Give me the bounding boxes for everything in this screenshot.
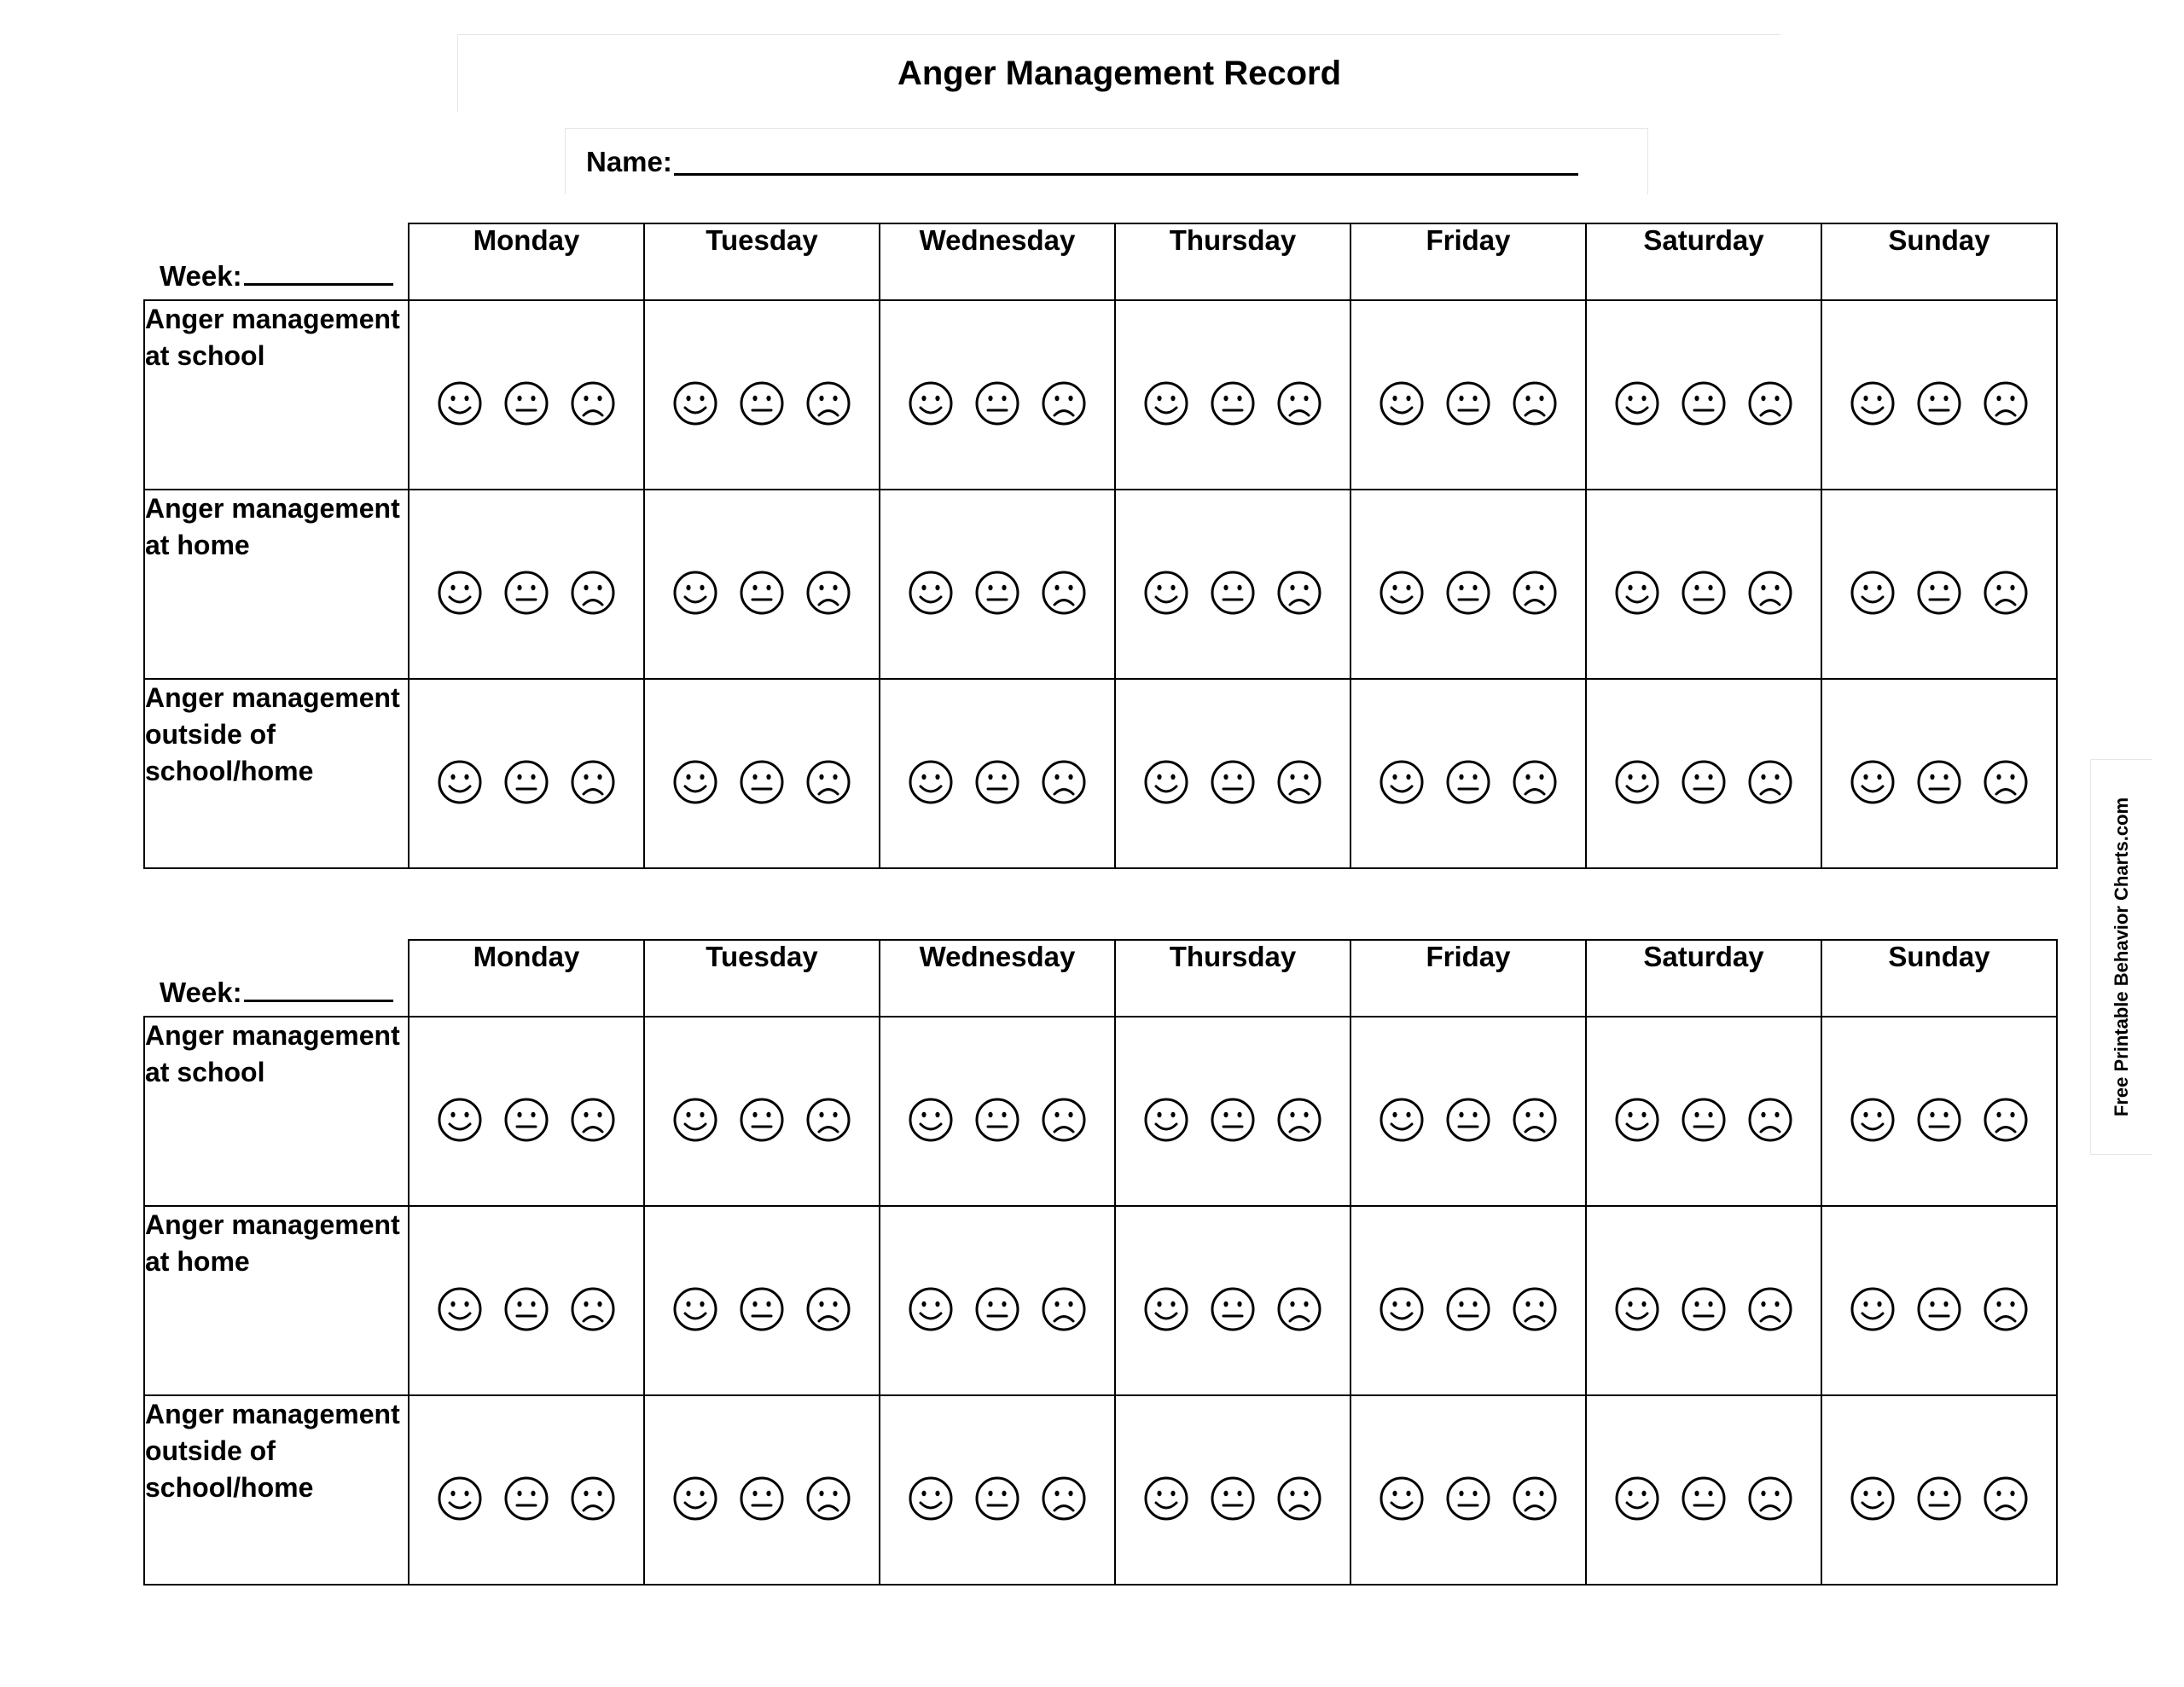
frown-face-icon[interactable] (1512, 570, 1558, 616)
frown-face-icon[interactable] (1512, 1475, 1558, 1522)
neutral-face-icon[interactable] (1445, 1097, 1491, 1143)
neutral-face-icon[interactable] (1681, 759, 1727, 805)
frown-face-icon[interactable] (1041, 759, 1087, 805)
rating-cell-thursday (1115, 1017, 1350, 1206)
face-options (1116, 1286, 1350, 1332)
smile-face-icon[interactable] (1379, 380, 1425, 426)
rating-cell-wednesday (880, 490, 1115, 679)
rating-cell-thursday (1115, 1206, 1350, 1395)
neutral-face-icon[interactable] (503, 1286, 549, 1332)
smile-face-icon[interactable] (1379, 570, 1425, 616)
frown-face-icon[interactable] (1276, 380, 1322, 426)
rating-cell-monday (409, 1017, 644, 1206)
rating-cell-saturday (1586, 490, 1821, 679)
side-watermark-text: Free Printable Behavior Charts.com (2111, 797, 2132, 1117)
face-options (410, 570, 643, 616)
neutral-face-icon[interactable] (974, 570, 1020, 616)
neutral-face-icon[interactable] (1681, 570, 1727, 616)
record-grid (143, 939, 2058, 1586)
neutral-face-icon[interactable] (1916, 1097, 1962, 1143)
face-options (1587, 1097, 1821, 1143)
face-options (1116, 1475, 1350, 1522)
smile-face-icon[interactable] (908, 1286, 954, 1332)
face-options (645, 1286, 879, 1332)
neutral-face-icon[interactable] (1210, 1475, 1256, 1522)
rating-cell-tuesday (644, 490, 880, 679)
neutral-face-icon[interactable] (1210, 1286, 1256, 1332)
week-table-2 (143, 939, 2056, 1586)
smile-face-icon[interactable] (1379, 1475, 1425, 1522)
smile-face-icon[interactable] (1850, 1097, 1896, 1143)
frown-face-icon[interactable] (805, 570, 851, 616)
face-options (1587, 759, 1821, 805)
table-row (144, 679, 2057, 868)
table-row (144, 1395, 2057, 1585)
frown-face-icon[interactable] (570, 1097, 616, 1143)
rating-cell-monday (409, 1206, 644, 1395)
smile-face-icon[interactable] (437, 1097, 483, 1143)
face-options (1351, 759, 1585, 805)
neutral-face-icon[interactable] (974, 1097, 1020, 1143)
neutral-face-icon[interactable] (1210, 380, 1256, 426)
neutral-face-icon[interactable] (1916, 1475, 1962, 1522)
neutral-face-icon[interactable] (1916, 759, 1962, 805)
rating-cell-wednesday (880, 1395, 1115, 1585)
neutral-face-icon[interactable] (1445, 1286, 1491, 1332)
frown-face-icon[interactable] (1983, 380, 2029, 426)
rating-cell-monday (409, 490, 644, 679)
frown-face-icon[interactable] (1276, 759, 1322, 805)
smile-face-icon[interactable] (1850, 570, 1896, 616)
rating-cell-tuesday (644, 1017, 880, 1206)
day-header-thursday: Thursday (1115, 223, 1350, 300)
rating-cell-friday (1350, 1395, 1586, 1585)
neutral-face-icon[interactable] (1681, 1475, 1727, 1522)
frown-face-icon[interactable] (1276, 570, 1322, 616)
smile-face-icon[interactable] (1850, 759, 1896, 805)
neutral-face-icon[interactable] (1916, 1286, 1962, 1332)
face-options (1351, 570, 1585, 616)
smile-face-icon[interactable] (1379, 759, 1425, 805)
smile-face-icon[interactable] (1143, 380, 1189, 426)
neutral-face-icon[interactable] (739, 380, 785, 426)
smile-face-icon[interactable] (1143, 570, 1189, 616)
week-header-cell (144, 940, 409, 1017)
smile-face-icon[interactable] (1614, 759, 1660, 805)
neutral-face-icon[interactable] (503, 1097, 549, 1143)
face-options (410, 380, 643, 426)
face-options (1822, 380, 2056, 426)
smile-face-icon[interactable] (1143, 1097, 1189, 1143)
day-header-friday: Friday (1350, 940, 1586, 1017)
frown-face-icon[interactable] (1041, 380, 1087, 426)
neutral-face-icon[interactable] (974, 380, 1020, 426)
smile-face-icon[interactable] (908, 759, 954, 805)
day-header-saturday: Saturday (1586, 223, 1821, 300)
rating-cell-saturday (1586, 1017, 1821, 1206)
face-options (410, 1475, 643, 1522)
face-options (1587, 1286, 1821, 1332)
face-options (1116, 570, 1350, 616)
smile-face-icon[interactable] (672, 1475, 718, 1522)
rating-cell-monday (409, 1395, 644, 1585)
frown-face-icon[interactable] (1983, 1097, 2029, 1143)
frown-face-icon[interactable] (570, 1475, 616, 1522)
rating-cell-friday (1350, 679, 1586, 868)
rating-cell-friday (1350, 1017, 1586, 1206)
frown-face-icon[interactable] (1983, 1475, 2029, 1522)
rating-cell-sunday (1821, 300, 2057, 490)
row-label: Anger management at home (144, 490, 409, 679)
frown-face-icon[interactable] (1747, 570, 1793, 616)
frown-face-icon[interactable] (1276, 1286, 1322, 1332)
neutral-face-icon[interactable] (739, 1286, 785, 1332)
smile-face-icon[interactable] (1850, 1286, 1896, 1332)
smile-face-icon[interactable] (1379, 1286, 1425, 1332)
smile-face-icon[interactable] (1614, 1286, 1660, 1332)
rating-cell-tuesday (644, 679, 880, 868)
week-label (160, 977, 393, 1009)
neutral-face-icon[interactable] (1681, 380, 1727, 426)
frown-face-icon[interactable] (805, 759, 851, 805)
rating-cell-saturday (1586, 1206, 1821, 1395)
rating-cell-friday (1350, 1206, 1586, 1395)
frown-face-icon[interactable] (1512, 759, 1558, 805)
face-options (1822, 1097, 2056, 1143)
week-label-text: Week: (160, 260, 242, 292)
rating-cell-friday (1350, 490, 1586, 679)
rating-cell-saturday (1586, 300, 1821, 490)
rating-cell-monday (409, 679, 644, 868)
day-header-friday: Friday (1350, 223, 1586, 300)
rating-cell-tuesday (644, 1206, 880, 1395)
smile-face-icon[interactable] (672, 570, 718, 616)
rating-cell-sunday (1821, 1017, 2057, 1206)
frown-face-icon[interactable] (570, 570, 616, 616)
frown-face-icon[interactable] (1041, 570, 1087, 616)
neutral-face-icon[interactable] (974, 1286, 1020, 1332)
frown-face-icon[interactable] (1747, 1097, 1793, 1143)
row-label: Anger management at school (144, 1017, 409, 1206)
page-title: Anger Management Record (457, 34, 1780, 112)
rating-cell-sunday (1821, 679, 2057, 868)
neutral-face-icon[interactable] (1916, 380, 1962, 426)
face-options (645, 380, 879, 426)
neutral-face-icon[interactable] (1681, 1286, 1727, 1332)
rating-cell-sunday (1821, 1395, 2057, 1585)
rating-cell-saturday (1586, 679, 1821, 868)
table-row (144, 300, 2057, 490)
smile-face-icon[interactable] (908, 570, 954, 616)
neutral-face-icon[interactable] (1916, 570, 1962, 616)
frown-face-icon[interactable] (1983, 759, 2029, 805)
day-header-sunday: Sunday (1821, 223, 2057, 300)
frown-face-icon[interactable] (570, 1286, 616, 1332)
smile-face-icon[interactable] (908, 1097, 954, 1143)
face-options (1822, 570, 2056, 616)
frown-face-icon[interactable] (570, 380, 616, 426)
row-label: Anger management outside of school/home (144, 1395, 409, 1585)
frown-face-icon[interactable] (805, 380, 851, 426)
face-options (1351, 1286, 1585, 1332)
smile-face-icon[interactable] (437, 759, 483, 805)
day-header-monday: Monday (409, 223, 644, 300)
frown-face-icon[interactable] (1512, 380, 1558, 426)
smile-face-icon[interactable] (908, 1475, 954, 1522)
smile-face-icon[interactable] (1143, 1475, 1189, 1522)
frown-face-icon[interactable] (1747, 380, 1793, 426)
rating-cell-wednesday (880, 1017, 1115, 1206)
face-options (880, 1097, 1114, 1143)
neutral-face-icon[interactable] (974, 1475, 1020, 1522)
neutral-face-icon[interactable] (1210, 570, 1256, 616)
rating-cell-sunday (1821, 490, 2057, 679)
rating-cell-saturday (1586, 1395, 1821, 1585)
rating-cell-friday (1350, 300, 1586, 490)
frown-face-icon[interactable] (1747, 1475, 1793, 1522)
neutral-face-icon[interactable] (1445, 1475, 1491, 1522)
frown-face-icon[interactable] (1747, 759, 1793, 805)
face-options (645, 1097, 879, 1143)
neutral-face-icon[interactable] (1445, 570, 1491, 616)
row-label: Anger management at home (144, 1206, 409, 1395)
rating-cell-monday (409, 300, 644, 490)
rating-cell-wednesday (880, 300, 1115, 490)
neutral-face-icon[interactable] (974, 759, 1020, 805)
week-header-cell (144, 223, 409, 300)
neutral-face-icon[interactable] (1445, 380, 1491, 426)
frown-face-icon[interactable] (805, 1286, 851, 1332)
neutral-face-icon[interactable] (1681, 1097, 1727, 1143)
week-label (160, 260, 393, 293)
neutral-face-icon[interactable] (503, 759, 549, 805)
smile-face-icon[interactable] (1143, 759, 1189, 805)
frown-face-icon[interactable] (1983, 1286, 2029, 1332)
smile-face-icon[interactable] (1850, 1475, 1896, 1522)
face-options (1822, 1286, 2056, 1332)
smile-face-icon[interactable] (1614, 1475, 1660, 1522)
day-header-tuesday: Tuesday (644, 940, 880, 1017)
smile-face-icon[interactable] (437, 1286, 483, 1332)
frown-face-icon[interactable] (1041, 1286, 1087, 1332)
side-watermark (2090, 759, 2152, 1155)
face-options (1351, 1097, 1585, 1143)
smile-face-icon[interactable] (1850, 380, 1896, 426)
frown-face-icon[interactable] (1512, 1097, 1558, 1143)
face-options (645, 759, 879, 805)
day-header-saturday: Saturday (1586, 940, 1821, 1017)
day-header-tuesday: Tuesday (644, 223, 880, 300)
day-header-sunday: Sunday (1821, 940, 2057, 1017)
frown-face-icon[interactable] (1512, 1286, 1558, 1332)
smile-face-icon[interactable] (1614, 1097, 1660, 1143)
week-write-line[interactable] (244, 977, 393, 1002)
face-options (645, 570, 879, 616)
record-grid (143, 223, 2058, 869)
face-options (880, 1475, 1114, 1522)
smile-face-icon[interactable] (1143, 1286, 1189, 1332)
face-options (410, 1097, 643, 1143)
face-options (410, 1286, 643, 1332)
day-header-monday: Monday (409, 940, 644, 1017)
face-options (1587, 380, 1821, 426)
rating-cell-wednesday (880, 1206, 1115, 1395)
table-row (144, 1206, 2057, 1395)
face-options (1822, 1475, 2056, 1522)
smile-face-icon[interactable] (437, 1475, 483, 1522)
rating-cell-sunday (1821, 1206, 2057, 1395)
frown-face-icon[interactable] (1747, 1286, 1793, 1332)
rating-cell-thursday (1115, 300, 1350, 490)
name-write-line[interactable] (674, 148, 1578, 176)
row-label: Anger management outside of school/home (144, 679, 409, 868)
face-options (880, 759, 1114, 805)
frown-face-icon[interactable] (805, 1097, 851, 1143)
rating-cell-tuesday (644, 1395, 880, 1585)
table-row (144, 490, 2057, 679)
neutral-face-icon[interactable] (503, 1475, 549, 1522)
face-options (410, 759, 643, 805)
name-label: Name: (586, 145, 672, 177)
name-field (565, 128, 1648, 194)
face-options (1116, 1097, 1350, 1143)
smile-face-icon[interactable] (672, 1097, 718, 1143)
face-options (1116, 759, 1350, 805)
frown-face-icon[interactable] (805, 1475, 851, 1522)
frown-face-icon[interactable] (1276, 1475, 1322, 1522)
week-table-1 (143, 223, 2056, 869)
week-write-line[interactable] (244, 261, 393, 286)
row-label: Anger management at school (144, 300, 409, 490)
face-options (1587, 570, 1821, 616)
face-options (880, 1286, 1114, 1332)
rating-cell-thursday (1115, 490, 1350, 679)
neutral-face-icon[interactable] (503, 380, 549, 426)
neutral-face-icon[interactable] (1210, 1097, 1256, 1143)
frown-face-icon[interactable] (1041, 1475, 1087, 1522)
face-options (880, 570, 1114, 616)
day-header-thursday: Thursday (1115, 940, 1350, 1017)
rating-cell-tuesday (644, 300, 880, 490)
rating-cell-wednesday (880, 679, 1115, 868)
face-options (1587, 1475, 1821, 1522)
smile-face-icon[interactable] (1379, 1097, 1425, 1143)
smile-face-icon[interactable] (672, 759, 718, 805)
rating-cell-thursday (1115, 679, 1350, 868)
face-options (1116, 380, 1350, 426)
smile-face-icon[interactable] (1614, 570, 1660, 616)
face-options (880, 380, 1114, 426)
smile-face-icon[interactable] (908, 380, 954, 426)
neutral-face-icon[interactable] (503, 570, 549, 616)
neutral-face-icon[interactable] (739, 570, 785, 616)
neutral-face-icon[interactable] (1445, 759, 1491, 805)
frown-face-icon[interactable] (570, 759, 616, 805)
neutral-face-icon[interactable] (739, 759, 785, 805)
rating-cell-thursday (1115, 1395, 1350, 1585)
smile-face-icon[interactable] (672, 380, 718, 426)
face-options (645, 1475, 879, 1522)
day-header-wednesday: Wednesday (880, 223, 1115, 300)
neutral-face-icon[interactable] (739, 1475, 785, 1522)
frown-face-icon[interactable] (1041, 1097, 1087, 1143)
frown-face-icon[interactable] (1983, 570, 2029, 616)
smile-face-icon[interactable] (437, 570, 483, 616)
smile-face-icon[interactable] (1614, 380, 1660, 426)
smile-face-icon[interactable] (437, 380, 483, 426)
neutral-face-icon[interactable] (739, 1097, 785, 1143)
smile-face-icon[interactable] (672, 1286, 718, 1332)
neutral-face-icon[interactable] (1210, 759, 1256, 805)
frown-face-icon[interactable] (1276, 1097, 1322, 1143)
face-options (1351, 380, 1585, 426)
week-label-text: Week: (160, 977, 242, 1008)
table-row (144, 1017, 2057, 1206)
face-options (1822, 759, 2056, 805)
face-options (1351, 1475, 1585, 1522)
day-header-wednesday: Wednesday (880, 940, 1115, 1017)
